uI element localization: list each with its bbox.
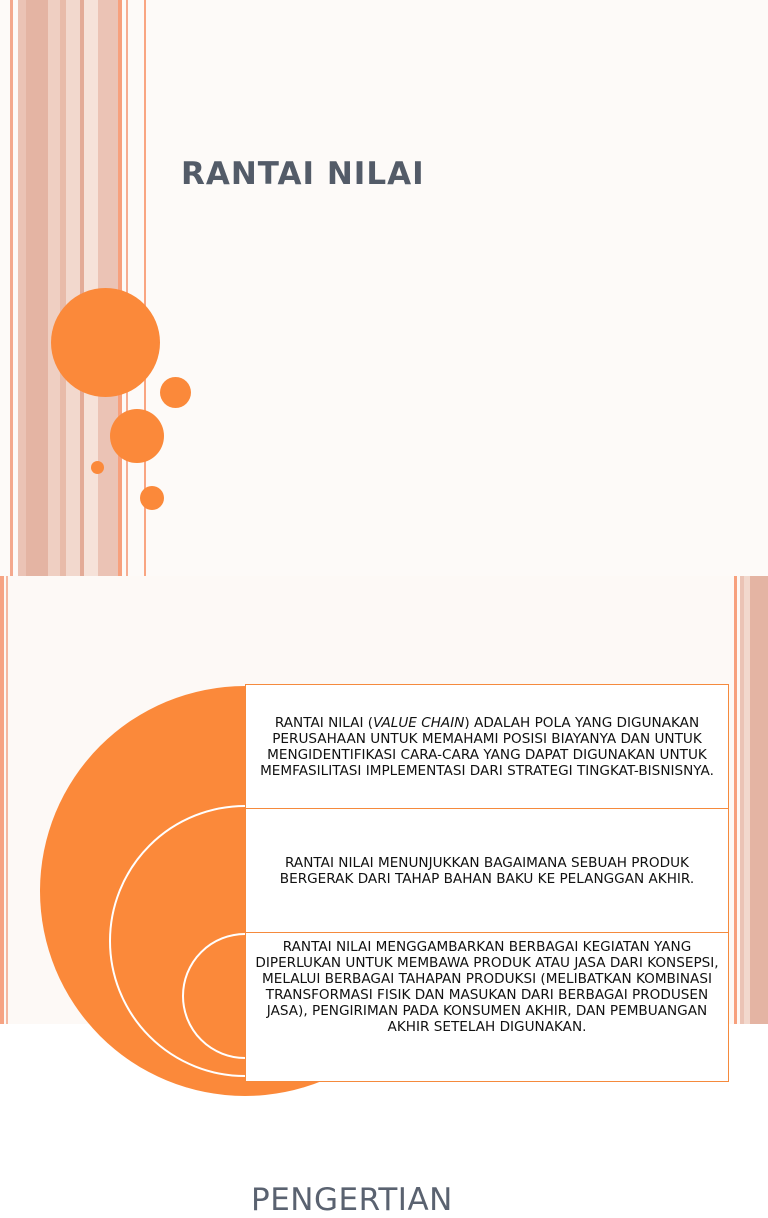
slide-title-text: RANTAI NILAI bbox=[181, 156, 425, 192]
definition-box-1 bbox=[245, 684, 729, 809]
stripe-decoration bbox=[10, 0, 13, 576]
slide-definition bbox=[0, 576, 768, 1218]
stripe-decoration bbox=[126, 0, 128, 576]
stripe-decoration bbox=[118, 0, 122, 576]
definition-text-1-italic: VALUE CHAIN bbox=[373, 714, 465, 731]
definition-text-1 bbox=[252, 715, 722, 779]
slide-title bbox=[0, 0, 768, 576]
definition-box-3 bbox=[245, 932, 729, 1082]
stripe-decoration bbox=[26, 0, 48, 576]
circle-decoration bbox=[110, 409, 164, 463]
circle-decoration bbox=[140, 486, 164, 510]
circle-decoration bbox=[160, 377, 191, 408]
stripe-decoration bbox=[66, 0, 80, 576]
stripe-decoration bbox=[48, 0, 60, 576]
definition-text-1-suffix: ) ADALAH POLA YANG DIGUNAKAN PERUSAHAAN UNTUK MEMAHAMI POSISI BIAYANYA DAN UNTUK MENGIDENTIFIKASI CARA-CARA YANG DAPAT DIGUNAKAN UNTUK MEMFASILITASI IMPLEMENTASI DARI STRATEGI TINGKAT-BISNISNYA. bbox=[260, 714, 714, 779]
definition-text-3: RANTAI NILAI MENGGAMBARKAN BERBAGAI KEGIATAN YANG DIPERLUKAN UNTUK MEMBAWA PRODUK ATAU JASA DARI KONSEPSI, MELALUI BERBAGAI TAHAPAN PRODUKSI (MELIBATKAN KOMBINASI TRANSFORMASI FISIK DAN MASUKAN DARI BERBAGAI PRODUSEN JASA), PENGIRIMAN PADA KONSUMEN AKHIR, DAN PEMBUANGAN AKHIR SETELAH DIGUNAKAN. bbox=[255, 939, 719, 1035]
circle-decoration bbox=[91, 461, 104, 474]
definition-text-1-prefix: RANTAI NILAI ( bbox=[274, 714, 374, 731]
definition-box-2 bbox=[245, 808, 729, 933]
stripe-decoration bbox=[18, 0, 26, 576]
section-title: PENGERTIAN bbox=[251, 1182, 453, 1218]
circle-decoration-large bbox=[51, 288, 160, 397]
definition-text-2: RANTAI NILAI MENUNJUKKAN BAGAIMANA SEBUAH PRODUK BERGERAK DARI TAHAP BAHAN BAKU KE PELANGGAN AKHIR. bbox=[279, 854, 695, 887]
